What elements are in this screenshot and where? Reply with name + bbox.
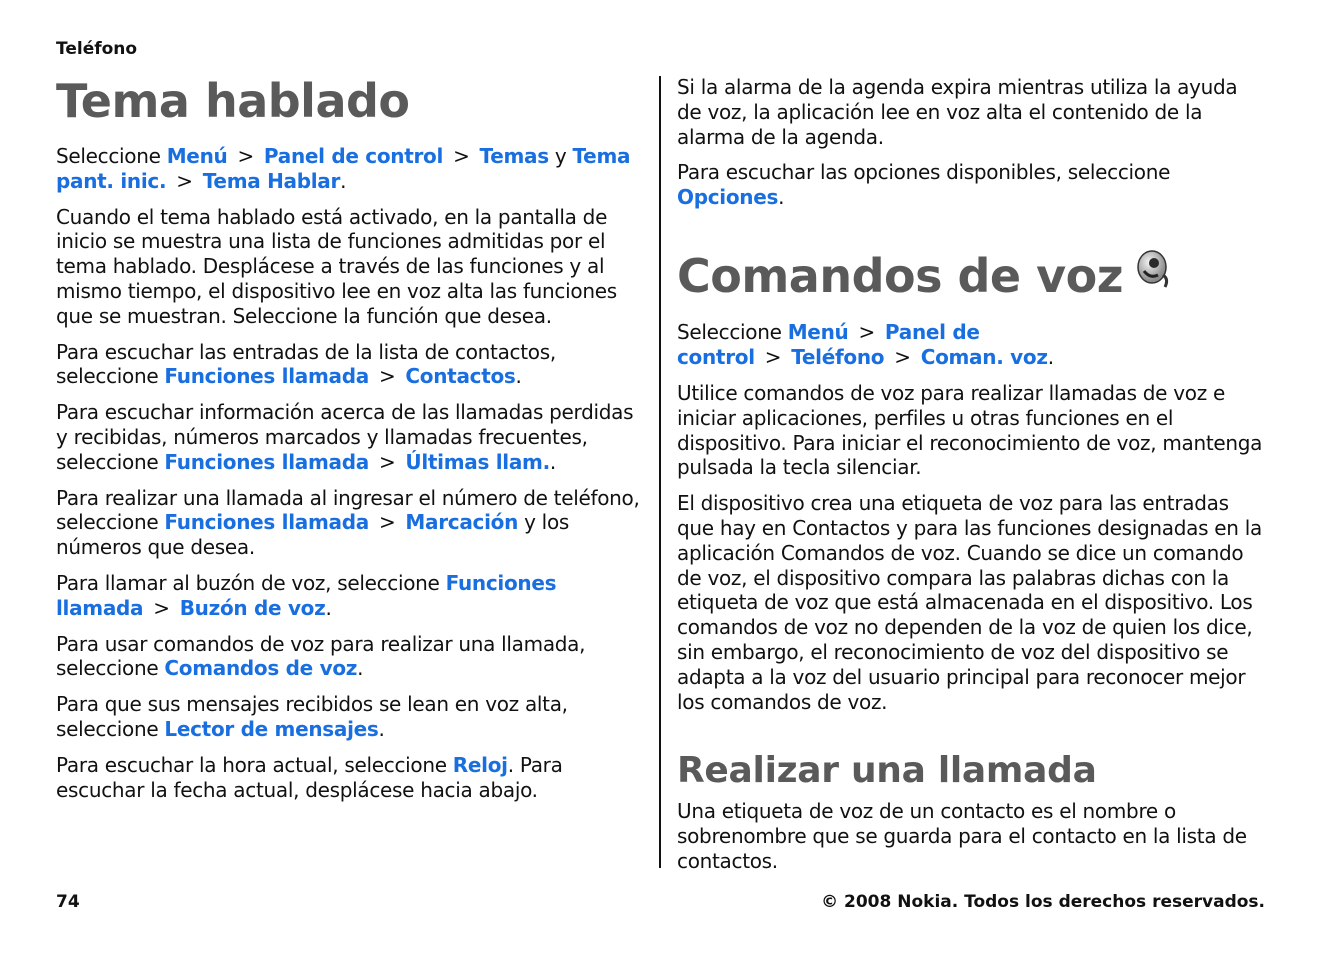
link-menu[interactable]: Menú (787, 320, 849, 345)
left-column (56, 72, 646, 813)
link-buzon-de-voz[interactable]: Buzón de voz (179, 595, 326, 620)
right-column (677, 75, 1267, 885)
link-contactos[interactable]: Contactos (405, 364, 516, 389)
link-menu[interactable]: Menú (166, 144, 228, 168)
link-tema-pant-inic[interactable]: Tema pant. inic. (56, 144, 631, 193)
subsection-title-realizar: Realizar una llamada (677, 750, 1097, 792)
column-divider (659, 76, 661, 868)
section-label: Teléfono (56, 39, 138, 59)
link-ultimas-llam[interactable]: Últimas llam. (405, 449, 550, 474)
paragraph-contacto-etiqueta: Una etiqueta de voz de un contacto es el nombre o sobrenombre que se guarda para el contacto en la lista de contactos. (677, 799, 1247, 874)
paragraph-description: Cuando el tema hablado está activado, en la pantalla de inicio se muestra una lista de funciones admitidas por el tema hablado. Desplácese a través de las funciones y al mismo tiempo, el dispositivo lee en voz alta las funciones que se muestran. Seleccione la función que desea. (56, 204, 617, 328)
paragraph-alarma: Si la alarma de la agenda expira mientras utiliza la ayuda de voz, la aplicación lee en voz alta el contenido de la alarma de la agenda. (677, 75, 1238, 149)
link-telefono[interactable]: Teléfono (791, 345, 885, 370)
link-comandos-de-voz[interactable]: Comandos de voz (164, 656, 358, 681)
paragraph-path-tema: Seleccione Menú > Panel de control > Temas y Tema pant. inic. > Tema Hablar. (56, 144, 631, 193)
section-title-comandos: Comandos de voz (677, 247, 1267, 309)
page-title: Tema hablado (56, 74, 410, 128)
paragraph-reloj: Para escuchar la hora actual, seleccione Reloj. Para escuchar la fecha actual, desplácese hacia abajo. (56, 752, 563, 802)
page-number: 74 (56, 892, 80, 912)
link-coman-voz[interactable]: Coman. voz (920, 345, 1048, 370)
paragraph-utilice: Utilice comandos de voz para realizar llamadas de voz e iniciar aplicaciones, perfiles u otras funciones en el dispositivo. Para iniciar el reconocimiento de voz, mantenga pulsada la tecla silenciar. (677, 381, 1263, 480)
link-funciones-llamada[interactable]: Funciones llamada (164, 364, 369, 389)
paragraph-buzon: Para llamar al buzón de voz, seleccione Funciones llamada > Buzón de voz. (56, 570, 557, 620)
link-funciones-llamada[interactable]: Funciones llamada (56, 570, 557, 620)
link-panel-de-control[interactable]: Panel de control (263, 144, 444, 168)
paragraph-lector: Para que sus mensajes recibidos se lean en voz alta, seleccione Lector de mensajes. (56, 692, 568, 741)
link-reloj[interactable]: Reloj (452, 752, 508, 777)
link-tema-hablar[interactable]: Tema Hablar (202, 168, 341, 193)
voice-commands-icon (1135, 244, 1173, 302)
link-funciones-llamada[interactable]: Funciones llamada (164, 449, 369, 474)
paragraph-marcacion: Para realizar una llamada al ingresar el número de teléfono, seleccione Funciones llamada > Marcación y los números que desea. (56, 485, 640, 560)
paragraph-contactos: Para escuchar las entradas de la lista de contactos, seleccione Funciones llamada > Contactos. (56, 339, 556, 389)
copyright: © 2008 Nokia. Todos los derechos reservados. (821, 892, 1265, 912)
link-panel-de-control[interactable]: Panel de control (677, 320, 980, 370)
link-marcacion[interactable]: Marcación (405, 510, 519, 535)
paragraph-path-comandos: Seleccione Menú > Panel de control > Teléfono > Coman. voz. (677, 320, 1054, 370)
link-funciones-llamada[interactable]: Funciones llamada (164, 510, 369, 535)
link-temas[interactable]: Temas (479, 144, 549, 168)
link-opciones[interactable]: Opciones (677, 185, 779, 210)
link-lector-de-mensajes[interactable]: Lector de mensajes (164, 716, 379, 741)
paragraph-opciones: Para escuchar las opciones disponibles, seleccione Opciones. (677, 160, 1171, 210)
paragraph-etiqueta: El dispositivo crea una etiqueta de voz para las entradas que hay en Contactos y para las funciones designadas en la aplicación Comandos de voz. Cuando se dice un comando de voz, el dispositivo compara las palabras dichas con la etiqueta de voz que está almacenada en el dispositivo. Los comandos de voz no dependen de la voz de quien los dice, sin embargo, el reconocimiento de voz del dispositivo se adapta a la voz del usuario principal para reconocer mejor los comandos de voz. (677, 491, 1262, 714)
paragraph-comandos: Para usar comandos de voz para realizar una llamada, seleccione Comandos de voz. (56, 631, 586, 681)
paragraph-ultimas: Para escuchar información acerca de las llamadas perdidas y recibidas, números marcados y llamadas frecuentes, seleccione Funciones llamada > Últimas llam.. (56, 400, 634, 474)
